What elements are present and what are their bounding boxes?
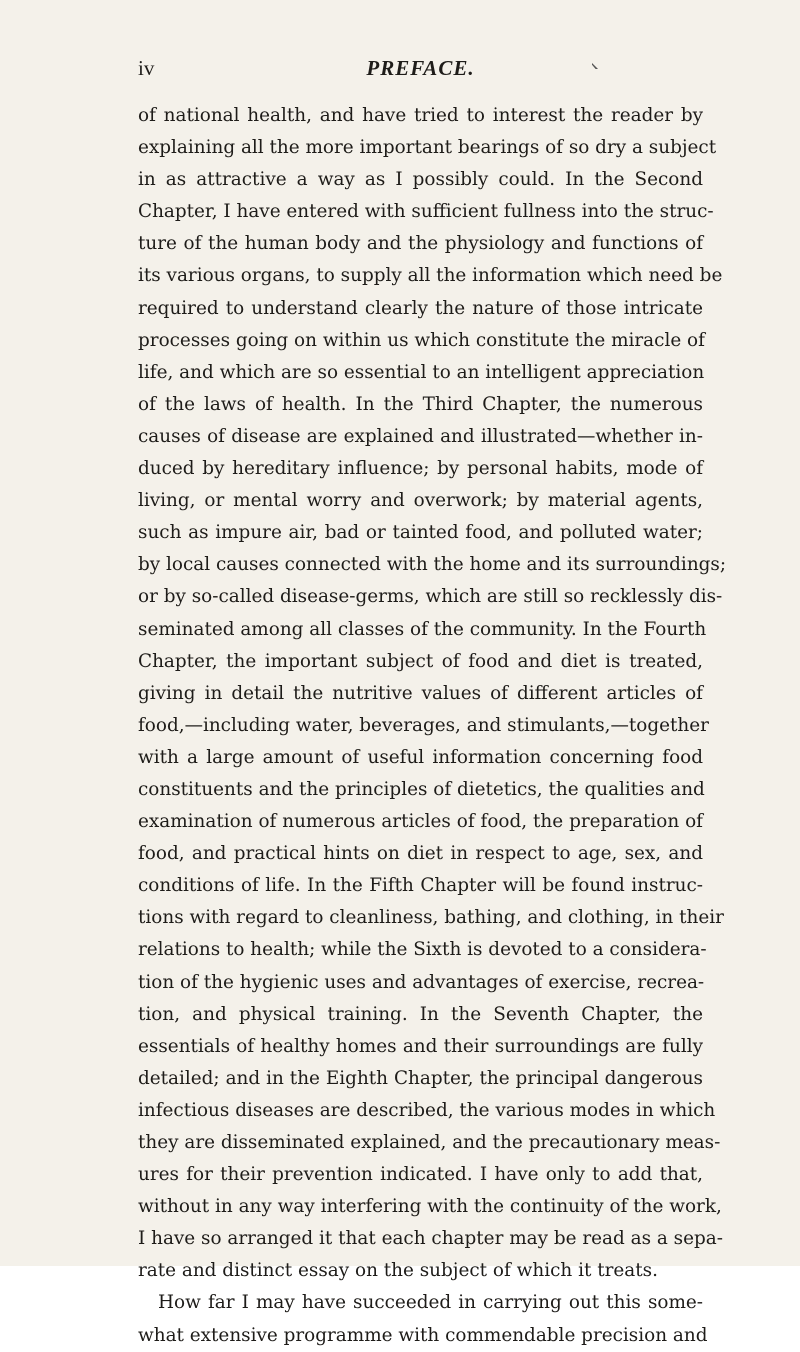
- text-line: duced by hereditary influence; by personal habits, mode of: [138, 458, 703, 480]
- page-number: iv: [138, 56, 155, 80]
- text-line: required to understand clearly the nature of those intricate: [138, 297, 703, 319]
- text-line: ture of the human body and the physiology and functions of: [138, 233, 703, 255]
- text-line: explaining all the more important bearings of so dry a subject: [138, 137, 717, 159]
- text-line: its various organs, to supply all the information which need be: [138, 265, 723, 287]
- text-line: life, and which are so essential to an intelligent appreciation: [138, 361, 705, 383]
- text-line: in as attractive a way as I possibly could. In the Second: [138, 169, 703, 191]
- text-line: living, or mental worry and overwork; by material agents,: [138, 490, 703, 512]
- text-line: processes going on within us which constitute the miracle of: [138, 329, 705, 351]
- text-line: food,—including water, beverages, and stimulants,—together: [138, 714, 709, 736]
- text-line: or by so-called disease-germs, which are still so recklessly dis-: [138, 586, 723, 608]
- text-line: giving in detail the nutritive values of different articles of: [138, 682, 703, 704]
- text-line: without in any way interfering with the continuity of the work,: [138, 1196, 722, 1218]
- text-line: what extensive programme with commendable precision and: [138, 1324, 708, 1346]
- text-line: constituents and the principles of dietetics, the qualities and: [138, 778, 705, 800]
- text-line: Chapter, I have entered with sufficient fullness into the struc-: [138, 201, 714, 223]
- text-line: examination of numerous articles of food, the preparation of: [138, 811, 703, 833]
- text-line: such as impure air, bad or tainted food, and polluted water;: [138, 522, 703, 544]
- text-line: with a large amount of useful information concerning food: [138, 746, 703, 768]
- text-line: essentials of healthy homes and their surroundings are fully: [138, 1035, 703, 1057]
- body-text: [138, 100, 727, 1352]
- text-line: rate and distinct essay on the subject of which it treats.: [138, 1260, 658, 1282]
- text-line: seminated among all classes of the community. In the Fourth: [138, 618, 707, 640]
- text-line: relations to health; while the Sixth is devoted to a considera-: [138, 939, 707, 961]
- text-line: by local causes connected with the home and its surroundings;: [138, 554, 727, 576]
- text-line: tion of the hygienic uses and advantages of exercise, recrea-: [138, 971, 705, 993]
- running-head: [138, 56, 703, 86]
- text-line: ures for their prevention indicated. I have only to add that,: [138, 1164, 703, 1186]
- text-line: tions with regard to cleanliness, bathing, and clothing, in their: [138, 907, 724, 929]
- text-line: food, and practical hints on diet in respect to age, sex, and: [138, 843, 703, 865]
- text-line: Chapter, the important subject of food and diet is treated,: [138, 650, 703, 672]
- text-line: detailed; and in the Eighth Chapter, the principal dangerous: [138, 1067, 703, 1089]
- section-title: PREFACE.: [366, 56, 475, 80]
- text-line: of the laws of health. In the Third Chapter, the numerous: [138, 393, 703, 415]
- text-line: infectious diseases are described, the various modes in which: [138, 1099, 716, 1121]
- text-line: I have so arranged it that each chapter may be read as a sepa-: [138, 1228, 723, 1250]
- text-line: of national health, and have tried to interest the reader by: [138, 105, 703, 126]
- text-line: they are disseminated explained, and the precautionary meas-: [138, 1132, 721, 1153]
- text-line: conditions of life. In the Fifth Chapter will be found instruc-: [138, 875, 703, 897]
- text-line: How far I may have succeeded in carrying out this some-: [158, 1292, 703, 1314]
- text-line: tion, and physical training. In the Seventh Chapter, the: [138, 1003, 703, 1025]
- text-line: causes of disease are explained and illustrated—whether in-: [138, 425, 703, 447]
